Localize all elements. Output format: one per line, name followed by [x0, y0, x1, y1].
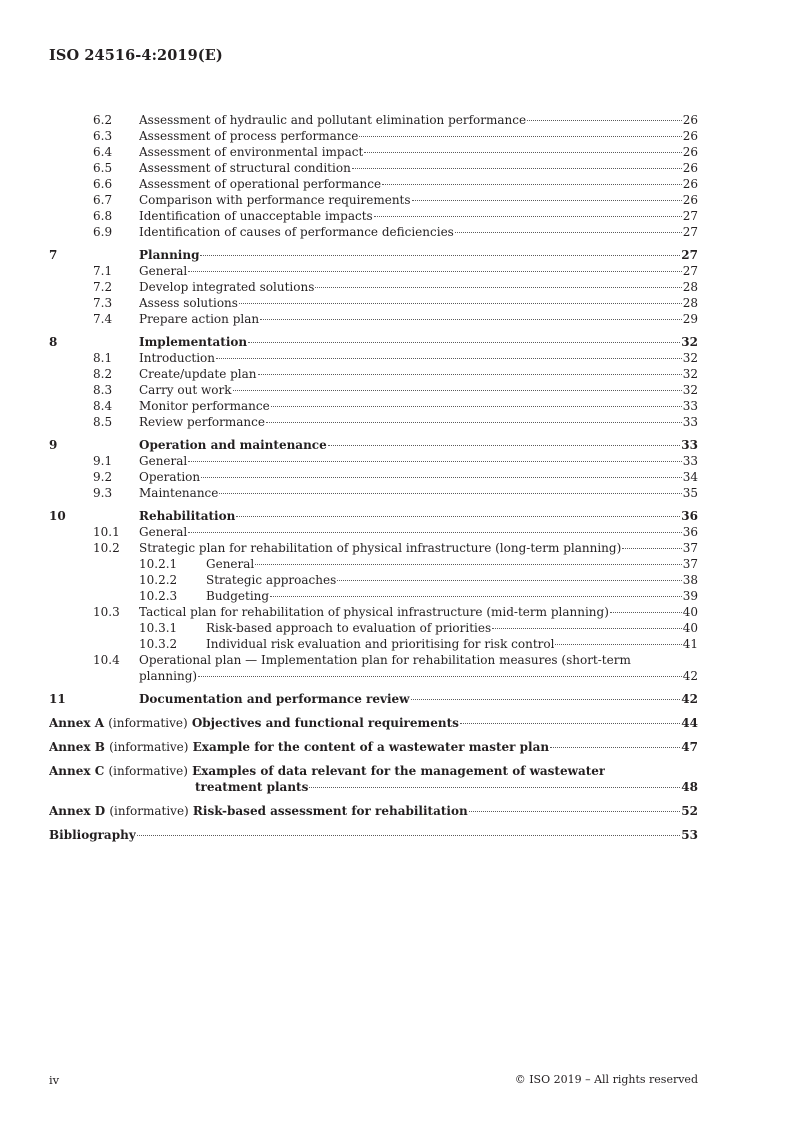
dot-leader	[216, 358, 682, 359]
toc-entry-title: Introduction	[139, 351, 215, 365]
page-number: 40	[682, 605, 698, 619]
toc-entry-title: Review performance	[139, 415, 265, 429]
dot-leader	[492, 628, 682, 629]
dot-leader	[236, 516, 680, 517]
toc-entry-title: Tactical plan for rehabilitation of physical infrastructure (mid-term planning)	[139, 605, 609, 619]
annex-type: (informative)	[109, 804, 189, 818]
toc-entry-6-2[interactable]: 6.2 Assessment of hydraulic and pollutant elimination performance 26	[93, 113, 698, 127]
toc-entry-title: General	[139, 454, 188, 468]
toc-annex-c[interactable]	[49, 763, 698, 795]
toc-entry-10-2-3[interactable]: 10.2.3 Budgeting 39	[139, 589, 698, 603]
document-header: ISO 24516-4:2019(E)	[49, 47, 223, 64]
toc-entry-6-4[interactable]: 6.4 Assessment of environmental impact 26	[93, 145, 698, 159]
page-number: 41	[682, 637, 698, 651]
toc-entry-9-2[interactable]: 9.2 Operation 34	[93, 470, 698, 484]
page-number: 32	[682, 383, 698, 397]
toc-entry-9-3[interactable]: 9.3 Maintenance 35	[93, 486, 698, 500]
toc-entry-title: Assessment of environmental impact	[139, 145, 364, 159]
toc-entry-7-1[interactable]: 7.1 General 27	[93, 264, 698, 278]
toc-entry-10-3-1[interactable]: 10.3.1 Risk-based approach to evaluation of priorities 40	[139, 621, 698, 635]
dot-leader	[411, 699, 681, 700]
toc-entry-10-1[interactable]: 10.1 General 36	[93, 525, 698, 539]
toc-chapter-11[interactable]: 11 Documentation and performance review 42	[49, 692, 698, 706]
dot-leader	[270, 596, 682, 597]
annex-type: (informative)	[109, 740, 189, 754]
page-number: 36	[682, 525, 698, 539]
toc-entry-title: Assessment of structural condition	[139, 161, 351, 175]
page-number: 27	[682, 225, 698, 239]
annex-title: Risk-based assessment for rehabilitation	[192, 804, 468, 818]
toc-entry-6-5[interactable]: 6.5 Assessment of structural condition 26	[93, 161, 698, 175]
toc-entry-title: Individual risk evaluation and prioritising for risk control	[206, 637, 555, 651]
page-number: 36	[681, 509, 698, 523]
page-number: 26	[682, 193, 698, 207]
dot-leader	[309, 787, 680, 788]
page-number: 37	[682, 541, 698, 555]
page-number: 42	[681, 692, 698, 706]
toc-entry-6-8[interactable]: 6.8 Identification of unacceptable impacts 27	[93, 209, 698, 223]
toc-entry-title: General	[139, 525, 188, 539]
toc-entry-7-4[interactable]: 7.4 Prepare action plan 29	[93, 312, 698, 326]
toc-entry-10-2[interactable]: 10.2 Strategic plan for rehabilitation of physical infrastructure (long-term planning) 37	[93, 541, 698, 555]
annex-title: Objectives and functional requirements	[191, 716, 459, 730]
toc-chapter-10[interactable]: 10 Rehabilitation 36	[49, 509, 698, 523]
toc-entry-8-1[interactable]: 8.1 Introduction 32	[93, 351, 698, 365]
dot-leader	[239, 303, 682, 304]
toc-entry-title: General	[206, 557, 255, 571]
dot-leader	[550, 747, 680, 748]
toc-entry-title: Strategic approaches	[206, 573, 337, 587]
dot-leader	[200, 255, 680, 256]
toc-entry-title-line1: Operational plan — Implementation plan for rehabilitation measures (short-term	[139, 653, 631, 667]
page-number: 32	[681, 335, 698, 349]
annex-title-line2: treatment plants	[195, 780, 309, 794]
annex-label: Annex D	[49, 804, 106, 818]
toc-entry-title: Risk-based approach to evaluation of priorities	[206, 621, 492, 635]
annex-label: Annex A	[49, 716, 105, 730]
dot-leader	[201, 477, 682, 478]
annex-type: (informative)	[108, 764, 188, 778]
toc-entry-title: Comparison with performance requirements	[139, 193, 411, 207]
dot-leader	[219, 493, 681, 494]
dot-leader	[188, 532, 681, 533]
dot-leader	[469, 811, 681, 812]
toc-entry-title: Prepare action plan	[139, 312, 260, 326]
toc-entry-title: Identification of causes of performance deficiencies	[139, 225, 454, 239]
toc-entry-7-2[interactable]: 7.2 Develop integrated solutions 28	[93, 280, 698, 294]
page-number: 37	[682, 557, 698, 571]
page-number: 27	[682, 209, 698, 223]
dot-leader	[610, 612, 682, 613]
dot-leader	[137, 835, 681, 836]
toc-chapter-title: Planning	[139, 248, 200, 262]
page-number: 48	[681, 780, 698, 794]
toc-entry-10-4[interactable]: 10.4 Operational plan — Implementation plan for rehabilitation measures (short-term planning) 42	[93, 653, 698, 683]
dot-leader	[188, 461, 681, 462]
annex-label: Annex C	[49, 764, 105, 778]
page-number: 26	[682, 177, 698, 191]
annex-label: Annex B	[49, 740, 105, 754]
dot-leader	[271, 406, 682, 407]
toc-entry-6-9[interactable]: 6.9 Identification of causes of performance deficiencies 27	[93, 225, 698, 239]
page-number: 38	[682, 573, 698, 587]
dot-leader	[255, 564, 681, 565]
toc-annex-b[interactable]	[49, 739, 698, 755]
toc-entry-10-3[interactable]: 10.3 Tactical plan for rehabilitation of physical infrastructure (mid-term planning) 40	[93, 605, 698, 619]
toc-entry-title: Budgeting	[206, 589, 270, 603]
toc-entry-6-7[interactable]: 6.7 Comparison with performance requirements 26	[93, 193, 698, 207]
toc-chapter-title: Rehabilitation	[139, 509, 236, 523]
dot-leader	[352, 168, 682, 169]
page-number: 27	[682, 264, 698, 278]
dot-leader	[455, 232, 682, 233]
toc-entry-title: Operation	[139, 470, 201, 484]
page-number: 32	[682, 351, 698, 365]
toc-entry-title: Monitor performance	[139, 399, 270, 413]
dot-leader	[258, 374, 682, 375]
dot-leader	[233, 390, 682, 391]
page-number: 32	[682, 367, 698, 381]
dot-leader	[188, 271, 681, 272]
dot-leader	[328, 445, 681, 446]
toc-entry-6-3[interactable]: 6.3 Assessment of process performance 26	[93, 129, 698, 143]
page-number: 44	[681, 716, 698, 730]
toc-entry-9-1[interactable]: 9.1 General 33	[93, 454, 698, 468]
toc-bibliography[interactable]	[49, 827, 698, 843]
page-number: 35	[682, 486, 698, 500]
toc-entry-7-3[interactable]: 7.3 Assess solutions 28	[93, 296, 698, 310]
toc-entry-10-2-2[interactable]: 10.2.2 Strategic approaches 38	[139, 573, 698, 587]
page-number: 42	[682, 669, 698, 683]
dot-leader	[198, 676, 682, 677]
table-of-contents	[49, 112, 698, 843]
page-number: 26	[682, 145, 698, 159]
toc-entry-title-line2: planning)	[139, 669, 198, 683]
page-number: 28	[682, 280, 698, 294]
page-number: 29	[682, 312, 698, 326]
dot-leader	[337, 580, 681, 581]
toc-chapter-7[interactable]: 7 Planning 27	[49, 248, 698, 262]
toc-annex-a[interactable]	[49, 715, 698, 731]
dot-leader	[374, 216, 682, 217]
toc-entry-title: Assessment of process performance	[139, 129, 359, 143]
page-number: 26	[682, 161, 698, 175]
dot-leader	[315, 287, 681, 288]
page-number: 27	[681, 248, 698, 262]
page-number: 28	[682, 296, 698, 310]
toc-annex-d[interactable]	[49, 803, 698, 819]
page-number: 33	[682, 454, 698, 468]
toc-entry-title: Assess solutions	[139, 296, 238, 310]
page-number: 34	[682, 470, 698, 484]
toc-entry-title: Maintenance	[139, 486, 219, 500]
toc-entry-title: Assessment of operational performance	[139, 177, 382, 191]
page-number: 26	[682, 129, 698, 143]
toc-entry-title: Develop integrated solutions	[139, 280, 315, 294]
toc-entry-10-2-1[interactable]: 10.2.1 General 37	[139, 557, 698, 571]
toc-entry-8-5[interactable]: 8.5 Review performance 33	[93, 415, 698, 429]
toc-entry-8-4[interactable]: 8.4 Monitor performance 33	[93, 399, 698, 413]
annex-title: Example for the content of a wastewater master plan	[192, 740, 550, 754]
page-number: 33	[681, 438, 698, 452]
toc-chapter-title: Implementation	[139, 335, 248, 349]
toc-chapter-title: Operation and maintenance	[139, 438, 327, 452]
toc-chapter-title: Documentation and performance review	[139, 692, 410, 706]
page-number: 47	[681, 740, 698, 754]
toc-entry-title: General	[139, 264, 188, 278]
page-number: 33	[682, 399, 698, 413]
dot-leader	[460, 723, 680, 724]
dot-leader	[248, 342, 680, 343]
page-number: 26	[682, 113, 698, 127]
toc-entry-title: Strategic plan for rehabilitation of physical infrastructure (long-term planning)	[139, 541, 622, 555]
page-number: 52	[681, 804, 698, 818]
dot-leader	[527, 120, 682, 121]
toc-entry-8-3[interactable]: 8.3 Carry out work 32	[93, 383, 698, 397]
dot-leader	[266, 422, 682, 423]
toc-entry-title: Create/update plan	[139, 367, 257, 381]
dot-leader	[412, 200, 682, 201]
toc-entry-title: Assessment of hydraulic and pollutant elimination performance	[139, 113, 527, 127]
toc-entry-title: Carry out work	[139, 383, 232, 397]
page-number: 33	[682, 415, 698, 429]
dot-leader	[260, 319, 682, 320]
dot-leader	[382, 184, 682, 185]
page-number: 40	[682, 621, 698, 635]
annex-type: (informative)	[108, 716, 188, 730]
toc-entry-title: Identification of unacceptable impacts	[139, 209, 373, 223]
toc-entry-8-2[interactable]: 8.2 Create/update plan 32	[93, 367, 698, 381]
toc-chapter-8[interactable]: 8 Implementation 32	[49, 335, 698, 349]
toc-chapter-9[interactable]: 9 Operation and maintenance 33	[49, 438, 698, 452]
page-number: 53	[681, 828, 698, 842]
toc-entry-10-3-2[interactable]: 10.3.2 Individual risk evaluation and prioritising for risk control 41	[139, 637, 698, 651]
footer-copyright: © ISO 2019 – All rights reserved	[514, 1073, 698, 1086]
dot-leader	[555, 644, 681, 645]
dot-leader	[359, 136, 681, 137]
page-number: 39	[682, 589, 698, 603]
dot-leader	[364, 152, 681, 153]
annex-title-line1: Examples of data relevant for the management of wastewater	[192, 764, 606, 778]
bibliography-title: Bibliography	[49, 828, 136, 842]
toc-entry-6-6[interactable]: 6.6 Assessment of operational performance 26	[93, 177, 698, 191]
dot-leader	[622, 548, 681, 549]
footer-page-number: iv	[49, 1073, 60, 1087]
